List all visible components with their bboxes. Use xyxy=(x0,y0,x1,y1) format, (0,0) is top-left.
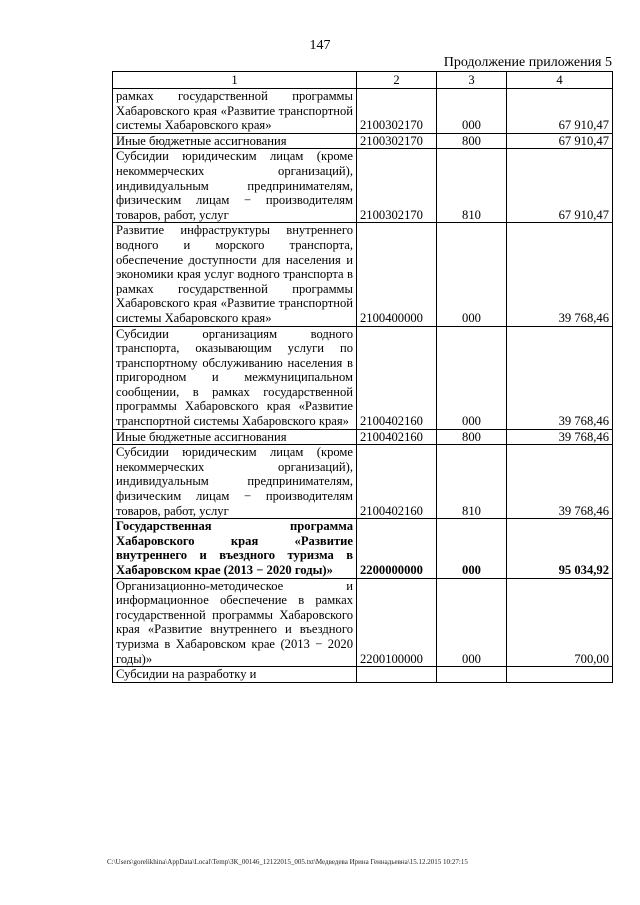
table-row xyxy=(113,326,613,429)
table-row xyxy=(113,578,613,667)
page-number: 147 xyxy=(309,38,331,53)
row-code: 2100400000 xyxy=(357,223,437,326)
row-type xyxy=(437,667,507,683)
row-name: Развитие инфраструктуры внутреннего водного и морского транспорта, обеспечение доступности для населения и экономики края услуг водного транспорта в рамках государственной программы Хабаровского края «Развитие транспортной системы Хабаровского края» xyxy=(113,223,357,326)
row-type: 000 xyxy=(437,89,507,134)
budget-table xyxy=(112,71,613,683)
row-name: Субсидии организациям водного транспорта, оказывающим услуги по транспортному обслуживанию населения в пригородном и межмуниципальном сообщении, в рамках государственной программы Хабаровского края «Развитие транспортной системы Хабаровского края» xyxy=(113,326,357,429)
row-code: 2100402160 xyxy=(357,326,437,429)
row-name: Субсидии юридическим лицам (кроме некоммерческих организаций), индивидуальным предпринимателям, физическим лицам − производителям товаров, работ, услуг xyxy=(113,149,357,223)
row-code: 2100302170 xyxy=(357,89,437,134)
row-type: 000 xyxy=(437,578,507,667)
table-row xyxy=(113,223,613,326)
row-code: 2100302170 xyxy=(357,133,437,149)
header-col-3: 3 xyxy=(437,72,507,89)
row-amount: 67 910,47 xyxy=(507,133,613,149)
row-amount: 67 910,47 xyxy=(507,149,613,223)
row-amount: 67 910,47 xyxy=(507,89,613,134)
table-row xyxy=(113,89,613,134)
row-code: 2100302170 xyxy=(357,149,437,223)
row-name: рамках государственной программы Хабаровского края «Развитие транспортной системы Хабаровского края» xyxy=(113,89,357,134)
row-code: 2100402160 xyxy=(357,445,437,519)
row-type: 000 xyxy=(437,326,507,429)
footer-file-path: C:\Users\gorelikhina\AppData\Local\Temp\ЗК_00146_12122015_005.txt\Медведева Ирина Геннадьевна\15.12.2015 10:27:15 xyxy=(107,858,468,866)
table-row xyxy=(113,667,613,683)
row-type: 800 xyxy=(437,133,507,149)
table-row xyxy=(113,445,613,519)
table-row xyxy=(113,133,613,149)
row-name: Иные бюджетные ассигнования xyxy=(113,429,357,445)
table-row xyxy=(113,149,613,223)
row-amount: 39 768,46 xyxy=(507,445,613,519)
header-col-1: 1 xyxy=(113,72,357,89)
table-header-row xyxy=(113,72,613,89)
row-amount: 700,00 xyxy=(507,578,613,667)
table-row xyxy=(113,429,613,445)
row-type: 810 xyxy=(437,149,507,223)
row-amount xyxy=(507,667,613,683)
row-amount: 39 768,46 xyxy=(507,429,613,445)
row-name: Субсидии юридическим лицам (кроме некоммерческих организаций), индивидуальным предпринимателям, физическим лицам − производителям товаров, работ, услуг xyxy=(113,445,357,519)
row-name: Государственная программа Хабаровского края «Развитие внутреннего и въездного туризма в Хабаровском крае (2013 − 2020 годы)» xyxy=(113,519,357,578)
row-code: 2100402160 xyxy=(357,429,437,445)
row-code xyxy=(357,667,437,683)
row-code: 2200100000 xyxy=(357,578,437,667)
row-type: 800 xyxy=(437,429,507,445)
row-code: 2200000000 xyxy=(357,519,437,578)
row-name: Иные бюджетные ассигнования xyxy=(113,133,357,149)
row-type: 000 xyxy=(437,519,507,578)
row-name: Субсидии на разработку и xyxy=(113,667,357,683)
row-amount: 95 034,92 xyxy=(507,519,613,578)
row-amount: 39 768,46 xyxy=(507,326,613,429)
header-col-4: 4 xyxy=(507,72,613,89)
row-type: 000 xyxy=(437,223,507,326)
table-row-program xyxy=(113,519,613,578)
row-type: 810 xyxy=(437,445,507,519)
row-name: Организационно-методическое и информационное обеспечение в рамках государственной программы Хабаровского края «Развитие внутреннего и въездного туризма в Хабаровском крае (2013 − 2020 годы)» xyxy=(113,578,357,667)
header-col-2: 2 xyxy=(357,72,437,89)
continuation-label: Продолжение приложения 5 xyxy=(443,55,612,70)
row-amount: 39 768,46 xyxy=(507,223,613,326)
